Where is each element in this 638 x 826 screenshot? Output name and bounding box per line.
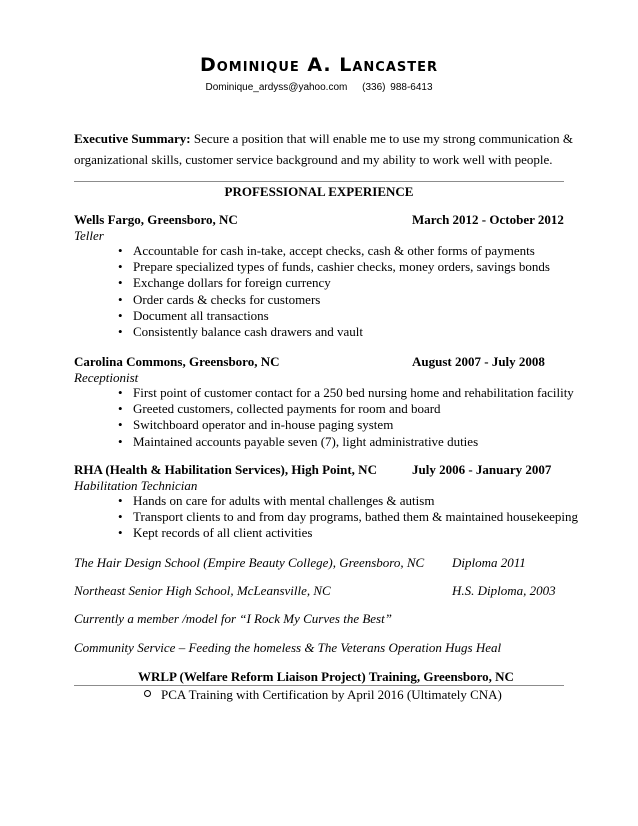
divider-bottom	[74, 685, 564, 686]
job-duties-list	[118, 493, 578, 542]
summary-label: Executive Summary:	[74, 131, 191, 146]
list-item: • Kept records of all client activities	[118, 525, 578, 541]
candidate-name: Dominique A. Lancaster	[199, 54, 439, 76]
job-employer: RHA (Health & Habilitation Services), High Point, NC	[74, 462, 377, 477]
list-item: • Prepare specialized types of funds, cashier checks, money orders, savings bonds	[118, 259, 550, 275]
education-school: Northeast Senior High School, McLeansville, NC	[74, 583, 331, 598]
list-item: • Consistently balance cash drawers and vault	[118, 324, 550, 340]
education-credential: Diploma 2011	[452, 555, 526, 570]
community-service-line: Community Service – Feeding the homeless & The Veterans Operation Hugs Heal	[74, 640, 502, 655]
list-item: • Accountable for cash in-take, accept checks, cash & other forms of payments	[118, 243, 550, 259]
contact-line	[0, 82, 638, 93]
education-school: The Hair Design School (Empire Beauty College), Greensboro, NC	[74, 555, 425, 570]
job-dates: August 2007 - July 2008	[412, 354, 545, 369]
list-item: • Order cards & checks for customers	[118, 292, 550, 308]
contact-email: Dominique_ardyss@yahoo.com	[205, 82, 348, 93]
training-item-text: PCA Training with Certification by April 2016 (Ultimately CNA)	[161, 687, 502, 702]
training-item	[144, 687, 502, 703]
job-employer: Wells Fargo, Greensboro, NC	[74, 212, 238, 227]
list-item: • Maintained accounts payable seven (7), light administrative duties	[118, 434, 574, 450]
circle-bullet-icon	[144, 690, 151, 697]
list-item: • Exchange dollars for foreign currency	[118, 275, 550, 291]
list-item: • Hands on care for adults with mental challenges & autism	[118, 493, 578, 509]
training-title: WRLP (Welfare Reform Liaison Project) Training, Greensboro, NC	[138, 669, 514, 684]
job-title: Teller	[74, 228, 104, 243]
job-duties-list	[118, 385, 574, 450]
job-title: Receptionist	[74, 370, 139, 385]
job-duties-list	[118, 243, 550, 340]
executive-summary	[74, 128, 574, 170]
list-item: • Greeted customers, collected payments for room and board	[118, 401, 574, 417]
divider-top	[74, 181, 564, 182]
job-dates: March 2012 - October 2012	[412, 212, 564, 227]
job-dates: July 2006 - January 2007	[412, 462, 552, 477]
list-item: • Document all transactions	[118, 308, 550, 324]
education-credential: H.S. Diploma, 2003	[452, 583, 556, 598]
list-item: • Transport clients to and from day programs, bathed them & maintained housekeeping	[118, 509, 578, 525]
membership-line: Currently a member /model for “I Rock My Curves the Best”	[74, 611, 392, 626]
section-heading-experience: PROFESSIONAL EXPERIENCE	[224, 184, 414, 199]
job-title: Habilitation Technician	[74, 478, 198, 493]
list-item: • First point of customer contact for a 250 bed nursing home and rehabilitation facility	[118, 385, 574, 401]
list-item: • Switchboard operator and in-house paging system	[118, 417, 574, 433]
summary-text: Secure a position that will enable me to use my strong communication & organizational skills, customer service background and my ability to work well with people.	[74, 131, 573, 167]
job-employer: Carolina Commons, Greensboro, NC	[74, 354, 280, 369]
contact-phone: (336) 988-6413	[362, 82, 433, 93]
